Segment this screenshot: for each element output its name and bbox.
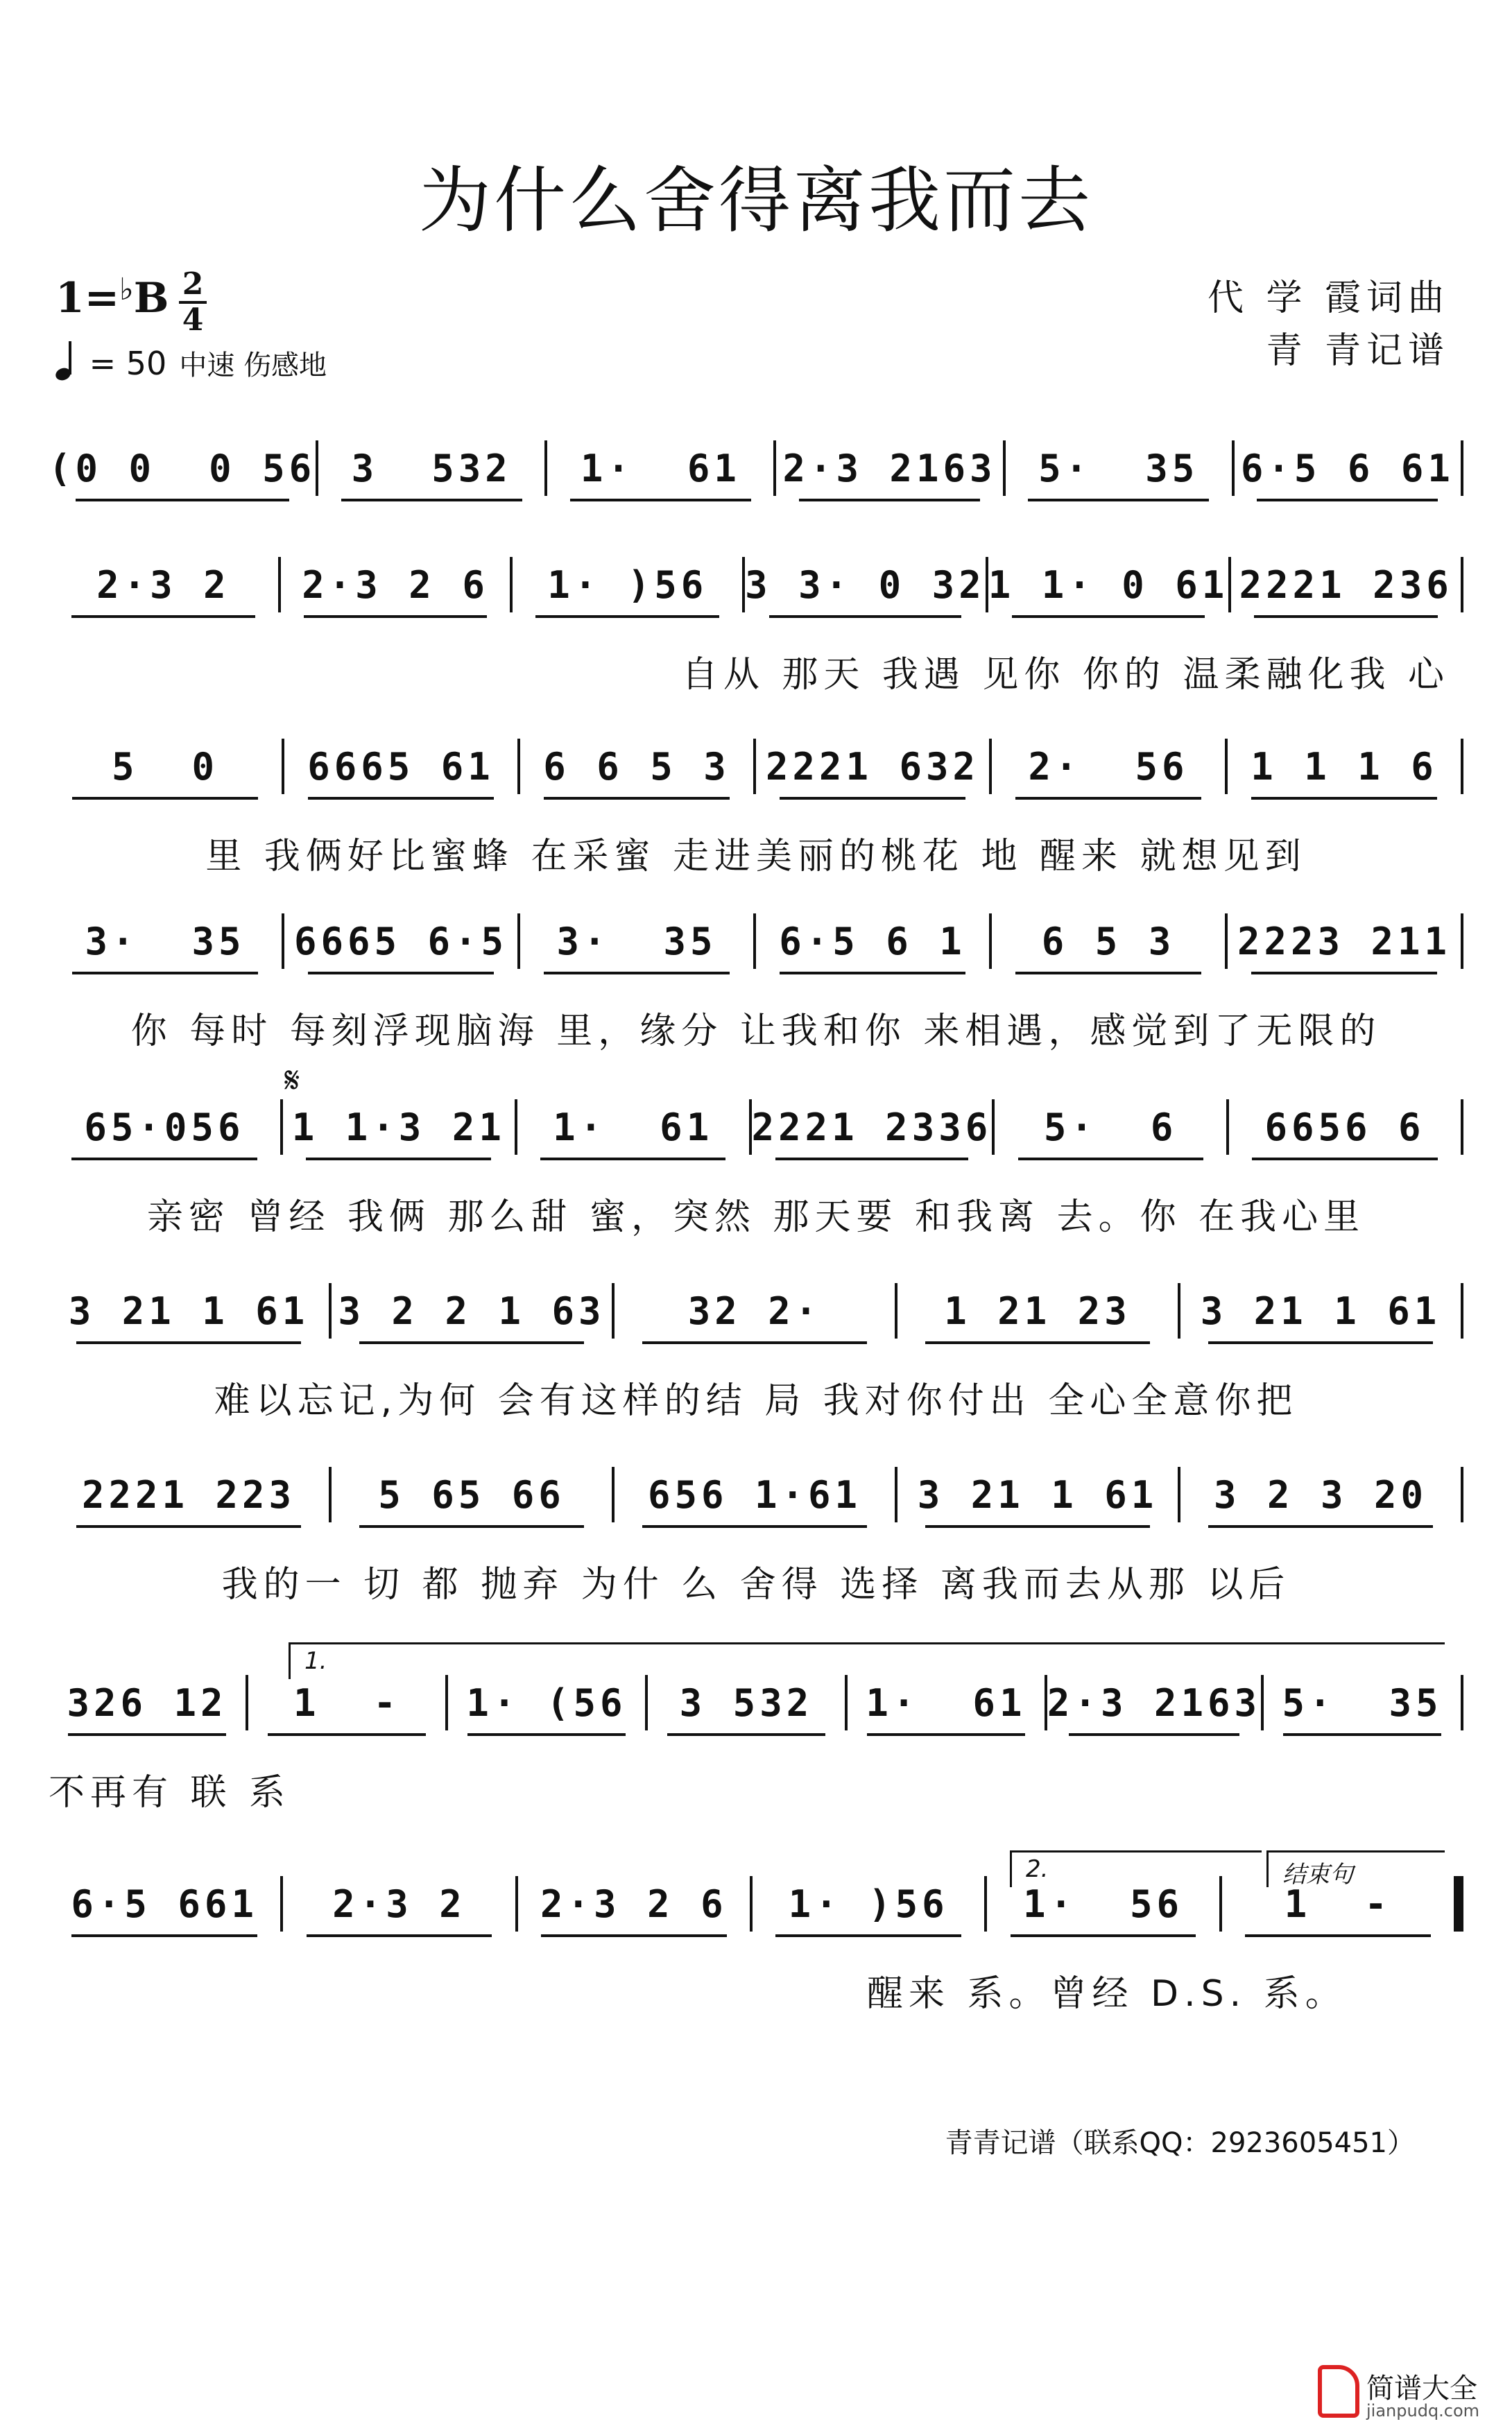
measure: 3 532 xyxy=(318,447,544,490)
credits xyxy=(1208,272,1450,377)
measure: 2·3 2163 xyxy=(776,447,1002,490)
brand-logo-icon xyxy=(1318,2365,1359,2418)
measure: 6·5 6 61 xyxy=(1235,447,1461,490)
lyrics-row: 里 我俩好比蜜蜂 在采蜜 走进美丽的桃花 地 醒来 就想见到 xyxy=(205,836,1307,877)
score-line xyxy=(49,1678,1463,1814)
volta-first: 1. xyxy=(289,1642,1445,1679)
measure: 3 2 2 1 63 xyxy=(332,1289,612,1333)
measure: 1 21 23 xyxy=(897,1289,1178,1333)
measure: 2223 211 xyxy=(1228,920,1461,963)
measure: 6·5 6 1 xyxy=(756,920,989,963)
measure: 2·3 2 6 xyxy=(518,1882,750,1926)
notation-row xyxy=(49,560,1463,609)
barline-end xyxy=(1454,1876,1463,1932)
measure: 1 - xyxy=(248,1681,445,1725)
barline-end xyxy=(1461,1099,1463,1155)
measure: 6·5 661 xyxy=(49,1882,280,1926)
measure: 6 5 3 xyxy=(992,920,1225,963)
quarter-note-icon xyxy=(55,341,79,380)
lyrics-row: 你 每时 每刻浮现脑海 里，缘分 让我和你 来相遇，感觉到了无限的 xyxy=(130,1011,1382,1052)
measure: 1· )56 xyxy=(513,563,742,607)
barline-end xyxy=(1461,440,1463,496)
measure: 2221 236 xyxy=(1231,563,1461,607)
barline-end xyxy=(1461,913,1463,969)
lyricist-credit: 代 学 霞词曲 xyxy=(1207,277,1450,319)
notation-row xyxy=(49,1470,1463,1519)
measure: 1· (56 xyxy=(448,1681,645,1725)
measure: 2221 223 xyxy=(49,1473,329,1517)
measure: 3 532 xyxy=(648,1681,845,1725)
measure: 1· 61 xyxy=(547,447,773,490)
measure: 3· 35 xyxy=(49,920,282,963)
measure: 5· 6 xyxy=(995,1106,1226,1149)
lyrics-row: 不再有 联 系 xyxy=(49,1772,291,1814)
volta-second: 2. xyxy=(1010,1850,1262,1887)
notation-row xyxy=(49,1287,1463,1335)
score-line xyxy=(49,444,1463,520)
measure: 2221 2336 xyxy=(752,1106,993,1149)
measure: 6656 6 xyxy=(1229,1106,1461,1149)
barline-end xyxy=(1461,1675,1463,1730)
barline-end xyxy=(1461,739,1463,794)
measure: 2221 632 xyxy=(756,745,989,789)
lyrics-row: 亲密 曾经 我俩 那么甜 蜜，突然 那天要 和我离 去。你 在我心里 xyxy=(146,1196,1366,1238)
tempo-marking: = 50 中速 伤感地 xyxy=(55,341,327,383)
measure: 2·3 2 xyxy=(49,563,278,607)
measure: 5 65 66 xyxy=(332,1473,612,1517)
measure: 1· 56 xyxy=(987,1882,1219,1926)
barline-end xyxy=(1461,557,1463,612)
score-line xyxy=(49,1880,1463,2015)
measure: 6 6 5 3 xyxy=(520,745,753,789)
transcriber-footer: 青青记谱（联系QQ：2923605451） xyxy=(945,2127,1415,2159)
notation-row xyxy=(49,444,1463,492)
measure: 1· 61 xyxy=(517,1106,749,1149)
time-signature: 2 4 xyxy=(179,269,207,336)
notation-row xyxy=(49,917,1463,965)
key-signature: 1=♭B xyxy=(55,272,169,323)
measure: 5· 35 xyxy=(1006,447,1232,490)
barline-end xyxy=(1461,1467,1463,1522)
measure: 3 21 1 61 xyxy=(897,1473,1178,1517)
measure: 3 21 1 61 xyxy=(49,1289,329,1333)
score-line xyxy=(49,560,1463,696)
volta-ending: 结束句 xyxy=(1266,1850,1445,1887)
measure: 326 12 xyxy=(49,1681,246,1725)
barline-end xyxy=(1461,1283,1463,1339)
page-title: 为什么舍得离我而去 xyxy=(418,158,1093,243)
measure: 6665 6·5 xyxy=(284,920,517,963)
measure: 2·3 2 6 xyxy=(281,563,510,607)
score-line xyxy=(49,742,1463,877)
lyrics-row: 我的一 切 都 抛弃 为什 么 舍得 选择 离我而去从那 以后 xyxy=(221,1564,1291,1606)
measure: 3 21 1 61 xyxy=(1180,1289,1461,1333)
measure: 3 2 3 20 xyxy=(1180,1473,1461,1517)
measure: (0 0 0 56 xyxy=(49,447,316,490)
lyrics-row: 自从 那天 我遇 见你 你的 温柔融化我 心 xyxy=(681,654,1450,696)
measure: 1 1 1 6 xyxy=(1228,745,1461,789)
measure: 65·056 xyxy=(49,1106,280,1149)
measure: 1· )56 xyxy=(753,1882,984,1926)
notation-row xyxy=(49,742,1463,791)
measure: 3· 35 xyxy=(520,920,753,963)
score-line xyxy=(49,1287,1463,1422)
score-line xyxy=(49,1103,1463,1238)
measure: 3 3· 0 32 xyxy=(745,563,986,607)
score-line xyxy=(49,1470,1463,1606)
measure: 5· 35 xyxy=(1264,1681,1461,1725)
segno-sign: 𝄋 xyxy=(284,1060,300,1101)
score-line xyxy=(49,917,1463,1052)
lyrics-row: 醒来 系。曾经 D.S. 系。 xyxy=(867,1973,1347,2015)
lyrics-row: 难以忘记,为何 会有这样的结 局 我对你付出 全心全意你把 xyxy=(214,1380,1298,1422)
measure: 6665 61 xyxy=(284,745,517,789)
measure: 32 2· xyxy=(615,1289,895,1333)
measure: 1 - xyxy=(1222,1882,1454,1926)
measure: 656 1·61 xyxy=(615,1473,895,1517)
transcriber-credit: 青 青记谱 xyxy=(1266,330,1450,372)
measure: 2·3 2 xyxy=(283,1882,515,1926)
measure: 1 1· 0 61 xyxy=(988,563,1229,607)
measure: 2·3 2163 xyxy=(1047,1681,1261,1725)
measure: 1· 61 xyxy=(848,1681,1045,1725)
notation-row xyxy=(49,1103,1463,1151)
measure: 1 1·3 21 xyxy=(283,1106,515,1149)
brand-watermark: 简谱大全 jianpudq.com xyxy=(1318,2358,1498,2425)
notation-row xyxy=(49,1678,1463,1727)
measure: 5 0 xyxy=(49,745,282,789)
measure: 2· 56 xyxy=(992,745,1225,789)
